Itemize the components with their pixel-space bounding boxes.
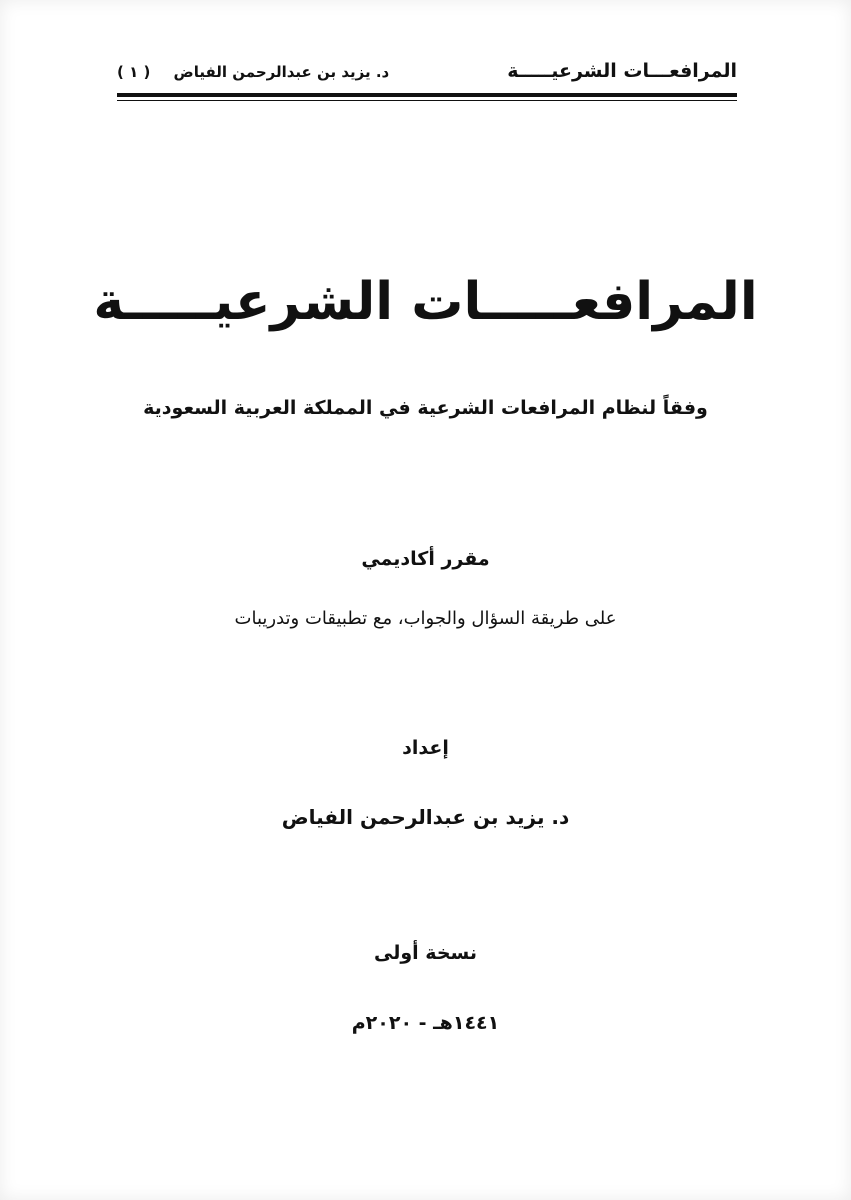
page-number: ( ١ ) <box>117 63 151 81</box>
header-title: المرافعـــات الشرعيـــــة <box>507 60 737 82</box>
header-rule-thin <box>117 100 737 101</box>
edition-label: نسخة أولى <box>374 942 477 964</box>
header-author: د. يزيد بن عبدالرحمن الفياض <box>173 63 390 81</box>
course-type: مقرر أكاديمي <box>361 548 490 570</box>
author-name: د. يزيد بن عبدالرحمن الفياض <box>281 805 570 829</box>
running-header <box>117 58 737 92</box>
header-author-line <box>117 63 389 81</box>
book-title: المرافعـــــات الشرعيـــــة <box>93 272 758 332</box>
header-rule-thick <box>117 93 737 97</box>
method-description: على طريقة السؤال والجواب، مع تطبيقات وتدريبات <box>234 608 617 629</box>
prepared-by-label: إعداد <box>402 737 449 759</box>
book-subtitle: وفقاً لنظام المرافعات الشرعية في المملكة العربية السعودية <box>143 397 708 419</box>
publication-date: ١٤٤١هـ - ٢٠٢٠م <box>351 1012 500 1034</box>
